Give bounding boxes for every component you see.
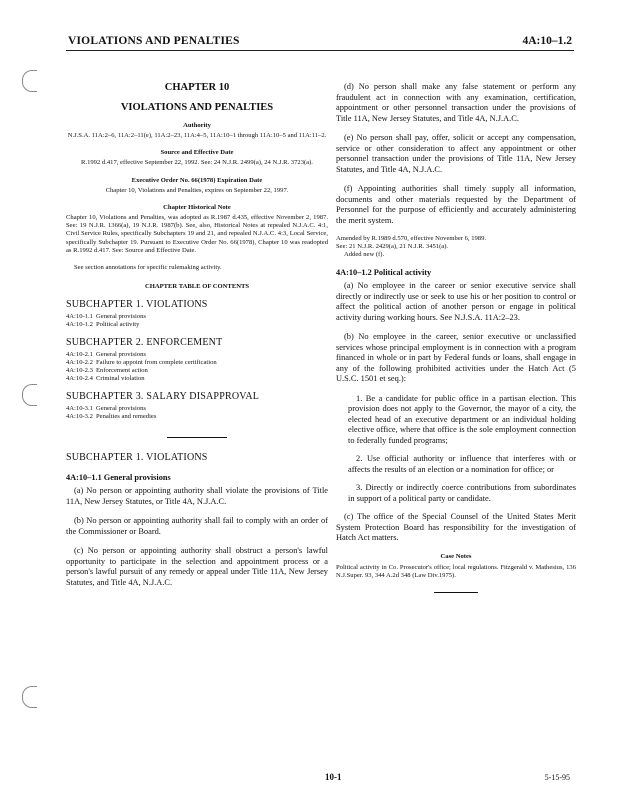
toc-entry-label: General provisions [96, 350, 146, 358]
paragraph: (b) No person or appointing authority shall fail to comply with an order of the Commissioner or Board. [66, 516, 328, 536]
subchapter-heading: SUBCHAPTER 1. VIOLATIONS [66, 452, 208, 464]
chapter-number: CHAPTER 10 [164, 82, 230, 93]
section-body [66, 486, 328, 588]
toc-entry [66, 405, 328, 413]
paragraph: (a) No employee in the career or senior executive service shall directly or indirectly use or seek to use his or her position to control or affect the political action of another person or engage in political activity during working hours. See N.J.S.A. 11A:2–23. [336, 281, 576, 322]
section-separator [434, 592, 478, 593]
toc-entry [66, 413, 328, 421]
historical-note-text: Chapter 10, Violations and Penalties, was adopted as R.1987 d.435, effective November 2, 1987. See: 19 N.J.R. 1366(a), 19 N.J.R. 1987(b). See, also, Historical Notes at repealed N.J.A.C. 4:1, Civil Service Rules, specifically Subchapters 19 and 21, and repealed N.J.A.C. 4:3, Local Service, specifically Subchapter 19. Pursuant to Executive Order No. 66(1978), Chapter 10 was readopted as R.1992 d.417. See: Source and Effective Date. [66, 213, 328, 255]
toc-subchapter-title: SUBCHAPTER 3. SALARY DISAPPROVAL [66, 391, 260, 403]
running-header-section: 4A:10–1.2 [522, 35, 572, 47]
running-header-title: VIOLATIONS AND PENALTIES [68, 35, 240, 47]
table-of-contents [66, 299, 328, 422]
toc-subchapter-group [66, 337, 328, 383]
toc-entry-label: Penalties and remedies [96, 413, 157, 421]
toc-entry [66, 313, 328, 321]
executive-order-text: Chapter 10, Violations and Penalties, expires on September 22, 1997. [105, 186, 289, 194]
prohibited-activities-list [336, 394, 576, 505]
toc-entry [66, 321, 328, 329]
toc-entry-number: 4A:10-2.1 [66, 350, 93, 358]
amendment-line: Added new (f). [344, 251, 385, 259]
right-column [336, 82, 576, 593]
toc-entry-number: 4A:10-2.2 [66, 358, 93, 366]
source-heading: Source and Effective Date [160, 149, 234, 157]
amendment-note [336, 235, 576, 259]
toc-entry [66, 351, 328, 359]
toc-entry-number: 4A:10-1.1 [66, 312, 93, 320]
section-separator [167, 437, 227, 438]
toc-subchapter-title: SUBCHAPTER 2. ENFORCEMENT [66, 336, 223, 348]
toc-entry-label: Failure to appoint from complete certification [96, 358, 217, 366]
toc-entry-number: 4A:10-2.3 [66, 367, 93, 375]
paragraph: (c) No person or appointing authority shall obstruct a person's lawful opportunity to participate in the selection and appointment process or a person's lawful pursuit of any remedy or appeal under Title 11A, New Jersey Statutes, and Title 4A, N.J.A.C. [66, 546, 328, 587]
toc-subchapter-group [66, 391, 328, 421]
paragraph: (c) The office of the Special Counsel of the United States Merit System Protection Board has responsibility for the investigation of Hatch Act matters. [336, 512, 576, 543]
punch-hole-mark [22, 686, 37, 708]
paragraph: (a) No person or appointing authority shall violate the provisions of Title 11A, New Jersey Statutes, or Title 4A, N.J.A.C. [66, 486, 328, 506]
chapter-title: VIOLATIONS AND PENALTIES [120, 102, 274, 113]
toc-entry [66, 359, 328, 367]
paragraph: (b) No employee in the career, senior executive or unclassified services whose principal employment is in connection with a program financed in whole or in part by Federal funds or loans, shall engage in any of the following prohibited activities under the Hatch Act (5 U.S.C. 1501 et seq.): [336, 332, 576, 384]
section-heading: 4A:10–1.2 Political activity [336, 268, 432, 278]
list-item: 1. Be a candidate for public office in a partisan election. This provision does not apply to the Governor, the mayor of a city, the elected head of an executive department or an individual holding elective office, where that office is the sole employment connection to federally funded programs; [348, 393, 576, 445]
paragraph: (d) No person shall make any false statement or perform any fraudulent act in connection with any examination, certification, appointment or other personnel transaction under the provisions of Title 11A, New Jersey Statutes, and Title 4A, N.J.A.C. [336, 82, 576, 123]
list-item: 2. Use official authority or influence that interferes with or affects the results of an election or a nomination for office; or [348, 454, 576, 474]
toc-subchapter-title: SUBCHAPTER 1. VIOLATIONS [66, 298, 208, 310]
executive-order-heading: Executive Order No. 66(1978) Expiration Date [131, 176, 263, 184]
source-text: R.1992 d.417, effective September 22, 1992. See: 24 N.J.R. 2499(a), 24 N.J.R. 3723(a). [81, 159, 313, 167]
toc-entry-number: 4A:10-1.2 [66, 320, 93, 328]
toc-heading: CHAPTER TABLE OF CONTENTS [144, 282, 250, 290]
list-item: 3. Directly or indirectly coerce contributions from subordinates in support of a political party or candidate. [348, 483, 576, 503]
paragraph: (f) Appointing authorities shall timely supply all information, documents and other materials requested by the Department of Personnel for the purpose of efficiently and accurately administering the merit system. [336, 184, 576, 225]
authority-text: N.J.S.A. 11A:2–6, 11A:2–11(e), 11A:2–23, 11A:4–5, 11A:10–1 through 11A:10–5 and 11A:11–2. [67, 132, 327, 139]
toc-entry-label: General provisions [96, 312, 146, 320]
amendment-lines [336, 235, 576, 259]
toc-entry-label: Enforcement action [96, 367, 148, 375]
toc-entry-number: 4A:10-3.2 [66, 413, 93, 421]
toc-entry-label: Political activity [96, 320, 140, 328]
punch-hole-mark [22, 384, 37, 406]
page-number: 10-1 [325, 772, 342, 782]
amendment-line: See: 21 N.J.R. 2429(a), 21 N.J.R. 3451(a). [336, 243, 449, 251]
toc-entry-label: Criminal violation [96, 375, 145, 383]
toc-entry [66, 367, 328, 375]
toc-entry-number: 4A:10-3.1 [66, 405, 93, 413]
see-annotations-text: See section annotations for specific rulemaking activity. [74, 264, 222, 272]
section-body-continued [336, 82, 576, 226]
authority-heading: Authority [183, 122, 211, 129]
paragraph: (e) No person shall pay, offer, solicit or accept any compensation, service or other consideration to affect any appointment or other personnel transaction under the provisions of Title 11A, New Jersey Statutes, and Title 4A, N.J.A.C. [336, 133, 576, 174]
section-heading: 4A:10–1.1 General provisions [66, 473, 171, 483]
toc-entry [66, 375, 328, 383]
historical-note-heading: Chapter Historical Note [163, 203, 231, 211]
supplement-date: 5-15-95 [544, 773, 570, 782]
left-column [66, 82, 328, 597]
header-rule [66, 50, 574, 51]
case-notes-text: Political activity in Co. Prosecutor's office; local regulations. Fitzgerald v. Mathesius, 136 N.J.Super. 93, 344 A.2d 348 (Law Div.1975). [336, 563, 576, 580]
toc-entry-label: General provisions [96, 405, 146, 413]
case-notes-heading: Case Notes [440, 552, 472, 560]
toc-entry-number: 4A:10-2.4 [66, 375, 93, 383]
toc-subchapter-group [66, 299, 328, 329]
amendment-line: Amended by R.1989 d.570, effective November 6, 1989. [336, 235, 487, 242]
punch-hole-mark [22, 70, 37, 92]
